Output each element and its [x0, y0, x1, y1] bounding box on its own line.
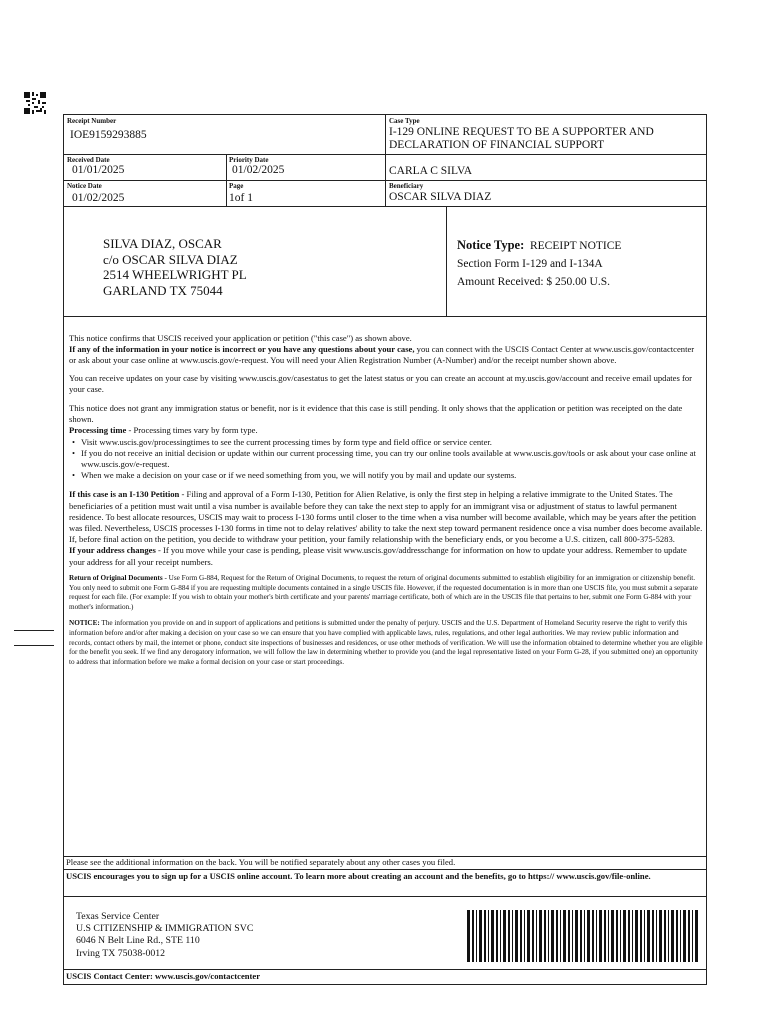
petitioner-name: CARLA C SILVA — [389, 165, 473, 177]
body-text: - Processing times vary by form type. — [126, 425, 258, 436]
body-text: you can connect with the USCIS Contact Center at www.uscis.gov/contactcenter or ask about your case online at www.uscis.gov/e-request. You will need your Alien Registration Number (A-Number) and/or the receipt number shown above. — [69, 344, 695, 366]
body-bold-lead: If your address changes — [69, 545, 156, 556]
mailing-address — [103, 236, 247, 298]
receipt-number: IOE9159293885 — [70, 129, 147, 141]
additional-info-note: Please see the additional information on the back. You will be notified separately about any other cases you filed. — [66, 857, 456, 867]
address-line: 6046 N Belt Line Rd., STE 110 — [76, 935, 200, 947]
address-line: GARLAND TX 75044 — [103, 282, 223, 298]
body-bold-lead: Processing time — [69, 425, 127, 436]
notice-type-label: Notice Type: — [457, 238, 525, 252]
list-item: • If you do not receive an initial decision or update within our current processing time, you can try our online tools available at www.uscis.gov/tools or ask about your case online at www.uscis.gov/e-request. — [72, 447, 696, 470]
body-paragraph — [69, 545, 703, 567]
qr-code-icon — [24, 92, 46, 114]
address-line: Texas Service Center — [76, 911, 160, 922]
address-line: Irving TX 75038-0012 — [76, 947, 166, 959]
page-label: Page — [229, 182, 244, 190]
body-paragraph — [69, 619, 703, 668]
header-divider-3 — [63, 206, 707, 207]
address-section-divider — [63, 316, 707, 317]
notice-section: Section Form I-129 and I-134A — [457, 258, 603, 270]
footer-divider-3 — [63, 896, 707, 897]
body-paragraph — [69, 425, 703, 436]
case-type-line2: DECLARATION OF FINANCIAL SUPPORT — [389, 139, 605, 151]
date-col-divider — [226, 154, 227, 206]
list-item: • Visit www.uscis.gov/processingtimes to see the current processing times by form type and field office or service center. — [72, 436, 492, 447]
body-text: - Use Form G-884, Request for the Return of Original Documents, to request the return of original documents submitted to establish eligibility for an immigration or citizenship benefit. You only need to submit one Form G-884 if you are requesting multiple documents contained in a single USCIS file. However, if the requested documentation is in more than one USCIS file, you must submit a separate request for each file. (For example: If you wish to obtain your mother's birth certificate and your parents' marriage certificate, both of which are in the USCIS file that pertains to her, submit one Form G-884 with your mother's information.) — [69, 573, 698, 612]
fold-mark — [14, 645, 54, 646]
body-bold-lead: If any of the information in your notice is incorrect or you have any questions about your case, — [69, 344, 415, 355]
notice-date: 01/02/2025 — [72, 192, 125, 204]
address-line: 2514 WHEELWRIGHT PL — [103, 267, 247, 282]
received-date: 01/01/2025 — [72, 164, 125, 176]
page-number: 1of 1 — [229, 192, 253, 204]
footer-divider-4 — [63, 969, 707, 970]
address-line: c/o OSCAR SILVA DIAZ — [103, 251, 238, 267]
beneficiary-label: Beneficiary — [389, 182, 424, 190]
list-item-text: When we make a decision on your case or if we need something from you, we will notify you by mail and update our systems. — [81, 470, 517, 481]
barcode-icon — [467, 910, 701, 962]
body-text: - If you move while your case is pending, please visit www.uscis.gov/addresschange for information on how to update your address. Remember to update your address for all your receipt numbers. — [69, 545, 687, 567]
case-type-label: Case Type — [389, 117, 420, 125]
online-account-note: USCIS encourages you to sign up for a USCIS online account. To learn more about creating an account and the benefits, go to https:// www.uscis.gov/file-online. — [66, 871, 651, 881]
address-line: U.S CITIZENSHIP & IMMIGRATION SVC — [76, 923, 254, 935]
received-date-label: Received Date — [67, 156, 110, 164]
beneficiary-name: OSCAR SILVA DIAZ — [389, 191, 492, 203]
contact-center-line: USCIS Contact Center: www.uscis.gov/contactcenter — [66, 971, 261, 981]
body-paragraph — [69, 489, 703, 545]
notice-date-label: Notice Date — [67, 182, 102, 190]
body-paragraph — [69, 574, 703, 613]
body-text: The information you provide on and in support of applications and petitions is submitted under the penalty of perjury. USCIS and the U.S. Department of Homeland Security reserve the right to verify this information before and/or after making a decision on your case so we can ensure that you have complied with applicable laws, rules, regulations, and other legal authorities. We may review public information and records, contact others by mail, the internet or phone, conduct site inspections of businesses and residences, or use other methods of verification. We will use the information obtained to determine whether you are eligible for the benefit you seek. If we find any derogatory information, we will follow the law in determining whether to provide you (and the legal representative listed on your Form G-28, if you submitted one) an opportunity to address that information before we make a formal decision on your case or start proceedings. — [69, 619, 703, 667]
fold-mark — [14, 630, 54, 631]
notice-body — [69, 333, 703, 668]
address-line: SILVA DIAZ, OSCAR — [103, 236, 222, 251]
service-center-address — [76, 911, 253, 960]
body-paragraph: This notice does not grant any immigration status or benefit, nor is it evidence that this case is still pending. It only shows that the application or petition was receipted on the date shown. — [69, 403, 683, 425]
address-col-divider — [446, 206, 447, 316]
body-paragraph — [69, 344, 703, 366]
body-bold-lead: If this case is an I-130 Petition — [69, 489, 180, 500]
body-paragraph: This notice confirms that USCIS received your application or petition ("this case") as shown above. — [69, 333, 412, 343]
body-bold-lead: NOTICE: — [69, 619, 100, 628]
footer-divider-2 — [63, 869, 707, 870]
body-paragraph: You can receive updates on your case by visiting www.uscis.gov/casestatus to get the latest status or you can create an account at my.uscis.gov/account and receive email updates for your case. — [69, 372, 693, 394]
receipt-number-label: Receipt Number — [67, 117, 117, 125]
case-type-line1: I-129 ONLINE REQUEST TO BE A SUPPORTER AND — [389, 126, 654, 138]
notice-type-value: RECEIPT NOTICE — [529, 240, 622, 252]
list-item: • When we make a decision on your case or if we need something from you, we will notify you by mail and update our systems. — [72, 470, 517, 481]
list-item-text: Visit www.uscis.gov/processingtimes to see the current processing times by form type and field office or service center. — [81, 436, 492, 447]
priority-date-label: Priority Date — [229, 156, 269, 164]
list-item-text: If you do not receive an initial decision or update within our current processing time, you can try our online tools available at www.uscis.gov/tools or ask about your case online at www.uscis.gov/e-request. — [81, 447, 696, 470]
header-col-divider — [385, 114, 386, 206]
amount-received: Amount Received: $ 250.00 U.S. — [457, 276, 610, 288]
priority-date: 01/02/2025 — [232, 164, 285, 176]
body-bold-lead: Return of Original Documents — [69, 573, 163, 582]
body-text: - Filing and approval of a Form I-130, Petition for Alien Relative, is only the first step in helping a relative immigrate to the United States. The beneficiaries of a petition must wait until a visa number is available before they can take the next step to apply for an immigrant visa or adjustment of status to lawful permanent residence. To best allocate resources, USCIS may wait to process I-130 forms until closer to the time when a visa number will become available, which may be years after the petition was filed. Nevertheless, USCIS processes I-130 forms in time not to delay relatives' ability to take the next step toward permanent residence once a visa number does become available. If, before final action on the petition, you decide to withdraw your petition, your family relationship with the beneficiary ends, or you become a U.S. citizen, call 800-375-5283. — [69, 489, 703, 545]
notice-info — [457, 236, 621, 291]
